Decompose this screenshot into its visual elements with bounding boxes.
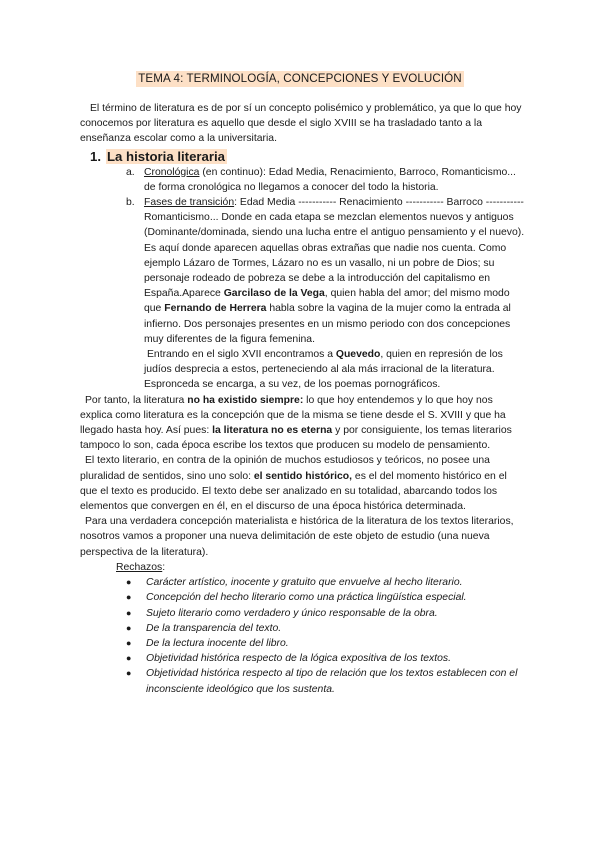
section-heading: [90, 148, 526, 165]
list-item: [80, 636, 526, 651]
paragraph-literatura-historica: [80, 393, 526, 454]
quevedo-text-2: , quien en represión de los judíos desprecia a estos, perteneciendo al ala más irracional de la literatura. Espronceda se encarga, a su vez, de los poemas pornográficos.: [144, 349, 503, 391]
item-a-text: (en continuo): Edad Media, Renacimiento, Barroco, Romanticismo... de forma cronológica no llegamos a conocer del todo la historia.: [144, 166, 516, 193]
paragraph-concepcion-materialista: Para una verdadera concepción materialista e histórica de la literatura de los textos literarios, nosotros vamos a proponer una nueva delimitación de este objeto de estudio (una nueva perspectiva de la literatura).: [80, 516, 514, 558]
bullet-icon: ●: [126, 577, 132, 588]
rechazos-colon: :: [162, 561, 166, 573]
item-b-text-1: : Edad Media ----------- Renacimiento ----------- Barroco ----------- Romanticismo... Donde en cada etapa se mezclan elementos nuevos y antiguos (Dominante/dominada, siendo una lucha entre el antiguo pensamiento y el nuevo). Es aquí donde aparecen aquellas obras extrañas que nadie nos cuenta. Como ejemplo Lázaro de Tormes, Lázaro no es un vasallo, ni un pobre de Dios; su personaje rodeado de pobreza se debe a la introducción del capitalismo en España.Aparece: [144, 197, 525, 300]
rechazo-text: Objetividad histórica respecto de la lógica expositiva de los textos.: [146, 653, 451, 665]
page-title: TEMA 4: TERMINOLOGÍA, CONCEPCIONES Y EVOLUCIÓN: [138, 72, 462, 85]
para2-text-1: Por tanto, la literatura: [85, 394, 188, 406]
rechazos-heading: [116, 560, 526, 575]
paragraph-sentido-historico: [80, 453, 526, 514]
rechazo-text: Objetividad histórica respecto al tipo de relación que los textos establecen con el inconsciente ideológico que los sustenta.: [146, 668, 518, 695]
rechazo-text: Concepción del hecho literario como una práctica lingüística especial.: [146, 592, 467, 604]
bullet-icon: ●: [126, 622, 132, 633]
list-item: [80, 666, 526, 696]
list-item-a: [80, 165, 526, 195]
list-item-b: [80, 195, 526, 347]
para3-text-2: es el del momento histórico en el que el texto es producido. El texto debe ser analizado en su totalidad, abarcando todos los elementos que convergen en él, en el discurso de una época histórica determinada.: [80, 470, 507, 513]
title-wrap: [0, 71, 600, 87]
item-b-text-3: habla sobre la vagina de la mujer como la entrada al infierno. Dos personajes presentes en un mismo periodo con dos concepciones muy diferentes de la figura femenina.: [144, 303, 511, 345]
quevedo-paragraph: [80, 347, 526, 393]
bold-no-ha-existido: no ha existido siempre:: [187, 394, 304, 406]
bold-quevedo: Quevedo: [335, 349, 381, 361]
bullet-icon: ●: [126, 668, 132, 679]
list-item: [80, 606, 526, 621]
bullet-icon: ●: [126, 637, 132, 648]
item-b-text-2: , quien habla del amor; del mismo modo que: [144, 288, 510, 315]
list-item: [80, 651, 526, 666]
quevedo-text-1: Entrando en el siglo XVII encontramos a: [147, 349, 336, 361]
list-marker-b: b.: [126, 197, 135, 209]
para2-text-3: y por consiguiente, los temas literarios tampoco lo son, cada época escribe los textos que producen su modelo de pensamiento.: [80, 425, 512, 452]
bullet-icon: ●: [126, 592, 132, 603]
document-body: [80, 101, 526, 697]
list-item: [80, 590, 526, 605]
para3-text-1: El texto literario, en contra de la opinión de muchos estudiosos y teóricos, no posee una pluralidad de sentidos, sino uno solo:: [80, 455, 490, 482]
section-title: La historia literaria: [107, 148, 225, 164]
bold-herrera: Fernando de Herrera: [164, 303, 267, 315]
bold-sentido-historico: el sentido histórico,: [253, 470, 353, 482]
bold-no-es-eterna: la literatura no es eterna: [212, 425, 333, 437]
rechazo-text: De la transparencia del texto.: [146, 622, 282, 634]
rechazo-text: Carácter artístico, inocente y gratuito que envuelve al hecho literario.: [146, 577, 463, 589]
list-item: [80, 621, 526, 636]
rechazo-text: De la lectura inocente del libro.: [146, 637, 289, 649]
list-marker-a: a.: [126, 166, 135, 178]
bold-garcilaso: Garcilaso de la Vega: [223, 288, 325, 300]
section-number: 1.: [90, 148, 101, 164]
rechazos-label: Rechazos: [116, 561, 163, 573]
intro-paragraph: El término de literatura es de por sí un concepto polisémico y problemático, ya que lo que hoy conocemos por literatura es aquello que desde el siglo XVIII se ha trasladado tanto a la enseñanza escolar como a la universitaria.: [80, 103, 522, 145]
para2-text-2: lo que hoy entendemos y lo que hoy nos explica como literatura es la concepción que de la misma se tiene desde el S. XVIII y que ha llegado hasta hoy. Así pues:: [80, 394, 506, 437]
bullet-icon: ●: [126, 653, 132, 664]
list-item: [80, 575, 526, 590]
bullet-icon: ●: [126, 607, 132, 618]
rechazos-list: [80, 575, 526, 697]
rechazo-text: Sujeto literario como verdadero y único responsable de la obra.: [146, 607, 438, 619]
term-fases-transicion: Fases de transición: [144, 197, 235, 209]
term-cronologica: Cronológica: [144, 166, 200, 178]
